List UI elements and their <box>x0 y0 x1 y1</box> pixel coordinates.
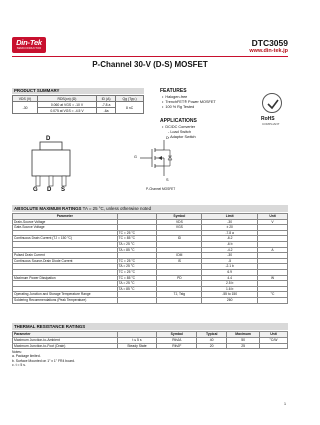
part-number: DTC3059 <box>251 38 288 48</box>
logo-brand: Din-Tek <box>16 38 42 47</box>
notes-section <box>12 350 75 368</box>
amr-param: Continuous Source-Drain Diode Current <box>13 258 118 264</box>
trt-param: Maximum Junction-to-Foot (Drain) <box>13 343 118 349</box>
amr-limit: 1.6 b <box>202 286 258 292</box>
ps-col-rds: RDS(on) (Ω) <box>38 96 97 102</box>
feature-item: • 100 % Rg Tested <box>162 105 216 110</box>
table-row <box>13 343 288 349</box>
note-item: c. t = 5 s. <box>12 363 26 368</box>
notes-heading: Notes: <box>12 350 22 354</box>
amr-cond: TA = 25 °C <box>117 281 157 287</box>
note-item: a. Package limited. <box>12 354 41 359</box>
amr-cond: TA = 25 °C <box>117 264 157 270</box>
trt-typical: 40 <box>197 337 227 343</box>
amr-limit: -30 <box>202 253 258 259</box>
ps-col-qg: Qg (Typ.) <box>116 96 144 102</box>
trt-col-symbol: Symbol <box>157 332 197 338</box>
amr-condition: TA = 25 °C, unless otherwise noted <box>82 206 152 211</box>
amr-cond: TA = 25 °C <box>117 241 157 247</box>
amr-param: Maximum Power Dissipation <box>13 275 118 281</box>
amr-symbol: TJ, Tstg <box>157 292 202 298</box>
amr-limit: 4.4 <box>202 275 258 281</box>
amr-limit: -4.2 <box>202 247 258 253</box>
trt-maximum: 25 <box>227 343 260 349</box>
ps-id-2: -6a <box>96 108 115 114</box>
header-divider <box>12 56 288 57</box>
trt-symbol: RthJA <box>157 337 197 343</box>
amr-param: Operating Junction and Storage Temperature Range <box>13 292 118 298</box>
amr-symbol: IS <box>157 258 202 264</box>
mosfet-symbol-icon <box>138 138 176 178</box>
ps-id-1: -7.8 a <box>96 102 115 108</box>
amr-symbol: IDM <box>157 253 202 259</box>
note-item: b. Surface Mounted on 1" x 1" FR4 board. <box>12 358 75 363</box>
amr-cond: TC = 25 °C <box>117 230 157 236</box>
pin-label-d: D <box>47 187 52 193</box>
trt-heading: THERMAL RESISTANCE RATINGS <box>14 324 86 329</box>
amr-cond: TA = 85 °C <box>117 286 157 292</box>
features-heading: FEATURES <box>160 88 187 94</box>
product-summary-table <box>12 95 144 114</box>
ps-col-id: ID (A) <box>96 96 115 102</box>
amr-col-unit: Unit <box>258 214 288 220</box>
amr-limit: -55 to 150 <box>202 292 258 298</box>
page-title: P-Channel 30-V (D-S) MOSFET <box>92 60 208 69</box>
trt-heading-bar <box>12 323 288 330</box>
amr-limit: ± 20 <box>202 225 258 231</box>
amr-limit: -7.8 a <box>202 230 258 236</box>
logo-subtitle: SEMICONDUCTOR <box>16 47 42 50</box>
trt-maximum: 50 <box>227 337 260 343</box>
amr-limit: -2.1 b <box>202 264 258 270</box>
product-summary-heading: PRODUCT SUMMARY <box>12 88 144 94</box>
amr-heading: ABSOLUTE MAXIMUM RATINGS <box>14 206 82 211</box>
amr-symbol: VDS <box>157 219 202 225</box>
amr-cond: TC = 25 °C <box>117 258 157 264</box>
amr-unit <box>258 297 288 303</box>
amr-symbol: ID <box>157 236 202 242</box>
trt-col-typical: Typical <box>197 332 227 338</box>
amr-cond <box>117 297 157 303</box>
ps-rds-2: 0.075 at VGS = -4.5 V <box>38 108 97 114</box>
trt-unit: °C/W <box>260 337 288 343</box>
trt-col-maximum: Maximum <box>227 332 260 338</box>
trt-typical: 20 <box>197 343 227 349</box>
amr-symbol: PD <box>157 275 202 281</box>
page-number: 1 <box>284 402 286 406</box>
amr-param: Soldering Recommendations (Peak Temperature) <box>13 297 118 303</box>
table-row <box>13 297 288 303</box>
trt-symbol: RthJF <box>157 343 197 349</box>
rohs-label: RoHS <box>261 116 275 122</box>
amr-limit: 6.9 <box>202 269 258 275</box>
symbol-label-g: G <box>134 155 137 159</box>
feature-item: • Halogen-free <box>162 95 216 100</box>
amr-cond: TA = 85 °C <box>117 247 157 253</box>
pin-label-top: D <box>46 136 51 142</box>
amr-cond: TC = 85 °C <box>117 236 157 242</box>
trt-param: Maximum Junction-to-Ambient <box>13 337 118 343</box>
ps-rds-1: 0.060 at VGS = -10 V <box>38 102 97 108</box>
amr-param: Gate-Source Voltage <box>13 225 118 231</box>
amr-limit: 260 <box>202 297 258 303</box>
amr-limit: -5 <box>202 258 258 264</box>
trt-col-unit: Unit <box>260 332 288 338</box>
amr-limit: -6.2 <box>202 236 258 242</box>
rohs-badge-icon <box>262 93 282 113</box>
symbol-caption: P-Channel MOSFET <box>146 187 176 191</box>
trt-cond: Steady State <box>117 343 157 349</box>
amr-unit: °C <box>258 292 288 298</box>
amr-param: Pulsed Drain Current <box>13 253 118 259</box>
thermal-table <box>12 331 288 349</box>
trt-cond: t ≤ 5 s <box>117 337 157 343</box>
company-logo <box>12 37 46 53</box>
amr-col-limit: Limit <box>202 214 258 220</box>
symbol-label-d: D <box>166 136 169 140</box>
trt-col-parameter: Parameter <box>13 332 118 338</box>
ps-col-vds: VDS (V) <box>13 96 38 102</box>
rohs-compliant: COMPLIANT <box>262 122 280 126</box>
trt-unit <box>260 343 288 349</box>
amr-cond: TC = 85 °C <box>117 275 157 281</box>
website-link[interactable]: www.din-tek.jp <box>249 48 288 54</box>
amr-table <box>12 213 288 304</box>
ps-qg: 8 nC <box>116 102 144 114</box>
amr-limit: -6 b <box>202 241 258 247</box>
amr-unit: A <box>258 247 288 253</box>
application-item: • DC/DC Converter <box>162 125 196 130</box>
amr-limit: -30 <box>202 219 258 225</box>
symbol-label-s: S <box>166 178 169 182</box>
features-list <box>162 95 216 111</box>
amr-col-parameter: Parameter <box>13 214 118 220</box>
amr-heading-bar <box>12 205 288 212</box>
ps-vds: -30 <box>13 102 38 114</box>
application-item: - Load Switch <box>168 130 192 135</box>
pin-label-s: S <box>61 187 66 193</box>
applications-heading: APPLICATIONS <box>160 118 197 124</box>
amr-limit: 2.5 b <box>202 281 258 287</box>
pin-label-g: G <box>33 187 38 193</box>
amr-col-symbol: Symbol <box>157 214 202 220</box>
amr-unit: W <box>258 275 288 281</box>
application-item: - Adaptor Switch <box>168 135 196 140</box>
amr-symbol: VGS <box>157 225 202 231</box>
amr-cond: TC = 25 °C <box>117 269 157 275</box>
amr-unit: V <box>258 219 288 225</box>
amr-param: Continuous Drain Current (TJ = 150 °C) <box>13 236 118 242</box>
amr-symbol <box>157 297 202 303</box>
amr-param: Drain-Source Voltage <box>13 219 118 225</box>
feature-item: • TrenchFET® Power MOSFET <box>162 100 216 105</box>
